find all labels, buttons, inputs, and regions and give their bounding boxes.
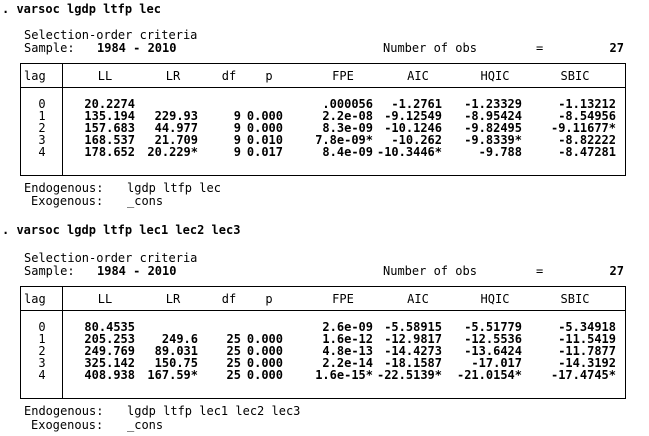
nobs-label-2: Number of obs xyxy=(383,264,477,278)
cell-p: 0.000 xyxy=(246,368,283,382)
cell-aic: -14.4273 xyxy=(384,344,442,358)
endog-value-1: lgdp ltfp lec xyxy=(127,181,221,195)
cell-df: 9 xyxy=(233,133,241,147)
cell-df: 25 xyxy=(226,332,241,346)
endog-label-2: Endogenous: xyxy=(24,404,104,418)
col-header-ll: LL xyxy=(97,69,113,83)
exog-value-1: _cons xyxy=(127,194,164,208)
col-header-ll: LL xyxy=(97,292,113,306)
cell-aic: -1.2761 xyxy=(391,97,442,111)
cell-lag: 1 xyxy=(38,109,46,123)
cell-hqic: -5.51779 xyxy=(464,320,522,334)
col-header-lag: lag xyxy=(24,292,46,306)
cell-lr: 249.6 xyxy=(161,332,198,346)
cell-fpe: 1.6e-15* xyxy=(315,368,373,382)
cell-hqic: -8.95424 xyxy=(464,109,522,123)
cell-sbic: -11.7877 xyxy=(558,344,616,358)
cell-p: 0.010 xyxy=(246,133,283,147)
cell-p: 0.000 xyxy=(246,121,283,135)
endog-label-1: Endogenous: xyxy=(24,181,104,195)
section-title-1: Selection-order criteria xyxy=(24,28,198,42)
header-rule-2 xyxy=(20,310,625,311)
nobs-equals-1: = xyxy=(536,41,544,55)
cell-ll: 205.253 xyxy=(84,332,135,346)
cell-lag: 4 xyxy=(38,368,46,382)
exog-value-2: _cons xyxy=(127,418,164,432)
cell-df: 25 xyxy=(226,344,241,358)
exog-label-2: Exogenous: xyxy=(31,418,104,432)
sample-value-1: 1984 - 2010 xyxy=(97,41,177,55)
cell-sbic: -5.34918 xyxy=(558,320,616,334)
cell-lag: 4 xyxy=(38,145,46,159)
col-header-hqic: HQIC xyxy=(480,292,510,306)
cell-lag: 0 xyxy=(38,97,46,111)
cell-p: 0.000 xyxy=(246,356,283,370)
cell-lr: 20.229* xyxy=(147,145,198,159)
cell-df: 9 xyxy=(233,109,241,123)
cell-df: 9 xyxy=(233,121,241,135)
col-header-aic: AIC xyxy=(407,69,429,83)
cell-fpe: 8.4e-09 xyxy=(322,145,373,159)
cell-lr: 150.75 xyxy=(154,356,198,370)
nobs-value-2: 27 xyxy=(609,264,624,278)
cell-hqic: -9.788 xyxy=(478,145,522,159)
sample-label-1: Sample: xyxy=(24,41,75,55)
cell-fpe: 2.6e-09 xyxy=(322,320,373,334)
cell-lag: 2 xyxy=(38,121,46,135)
cell-ll: 135.194 xyxy=(84,109,135,123)
cell-hqic: -9.82495 xyxy=(464,121,522,135)
cell-hqic: -9.8339* xyxy=(464,133,522,147)
cell-aic: -5.58915 xyxy=(384,320,442,334)
cell-sbic: -11.5419 xyxy=(558,332,616,346)
cell-sbic: -17.4745* xyxy=(550,368,616,382)
sample-value-2: 1984 - 2010 xyxy=(97,264,177,278)
cell-aic: -9.12549 xyxy=(384,109,442,123)
cell-hqic: -17.017 xyxy=(471,356,522,370)
col-header-sbic: SBIC xyxy=(560,69,590,83)
col-header-lr: LR xyxy=(165,69,181,83)
cell-df: 25 xyxy=(226,368,241,382)
cell-aic: -10.262 xyxy=(391,133,442,147)
cell-ll: 249.769 xyxy=(84,344,135,358)
cell-ll: 408.938 xyxy=(84,368,135,382)
cell-lag: 3 xyxy=(38,356,46,370)
cell-fpe: 1.6e-12 xyxy=(322,332,373,346)
nobs-equals-2: = xyxy=(536,264,544,278)
col-header-fpe: FPE xyxy=(332,69,354,83)
cell-lag: 0 xyxy=(38,320,46,334)
cell-ll: 20.2274 xyxy=(84,97,135,111)
cell-fpe: 4.8e-13 xyxy=(322,344,373,358)
col-header-p: p xyxy=(265,292,273,306)
cell-fpe: .000056 xyxy=(322,97,373,111)
cell-fpe: 2.2e-08 xyxy=(322,109,373,123)
command-line-1: . varsoc lgdp ltfp lec xyxy=(2,2,161,16)
header-rule-1 xyxy=(20,87,625,88)
cell-sbic: -8.82222 xyxy=(558,133,616,147)
col-header-df: df xyxy=(221,69,237,83)
col-header-df: df xyxy=(221,292,237,306)
col-header-aic: AIC xyxy=(407,292,429,306)
col-header-fpe: FPE xyxy=(332,292,354,306)
cell-hqic: -1.23329 xyxy=(464,97,522,111)
cell-p: 0.017 xyxy=(246,145,283,159)
cell-df: 25 xyxy=(226,356,241,370)
cell-hqic: -13.6424 xyxy=(464,344,522,358)
cell-hqic: -21.0154* xyxy=(456,368,522,382)
cell-aic: -18.1587 xyxy=(384,356,442,370)
cell-sbic: -9.11677* xyxy=(550,121,616,135)
cell-p: 0.000 xyxy=(246,344,283,358)
cell-aic: -22.5139* xyxy=(376,368,442,382)
cell-p: 0.000 xyxy=(246,109,283,123)
command-line-2: . varsoc lgdp ltfp lec1 lec2 lec3 xyxy=(2,223,241,237)
cell-lr: 229.93 xyxy=(154,109,198,123)
cell-ll: 168.537 xyxy=(84,133,135,147)
exog-label-1: Exogenous: xyxy=(31,194,104,208)
cell-fpe: 7.8e-09* xyxy=(315,133,373,147)
cell-lr: 167.59* xyxy=(147,368,198,382)
cell-fpe: 2.2e-14 xyxy=(322,356,373,370)
endog-value-2: lgdp ltfp lec1 lec2 lec3 xyxy=(127,404,301,418)
cell-lag: 3 xyxy=(38,133,46,147)
cell-aic: -10.3446* xyxy=(376,145,442,159)
cell-lag: 2 xyxy=(38,344,46,358)
cell-aic: -10.1246 xyxy=(384,121,442,135)
cell-fpe: 8.3e-09 xyxy=(322,121,373,135)
col-header-lr: LR xyxy=(165,292,181,306)
cell-hqic: -12.5536 xyxy=(464,332,522,346)
cell-sbic: -1.13212 xyxy=(558,97,616,111)
cell-lr: 44.977 xyxy=(154,121,198,135)
cell-ll: 178.652 xyxy=(84,145,135,159)
cell-lag: 1 xyxy=(38,332,46,346)
section-title-2: Selection-order criteria xyxy=(24,251,198,265)
sample-label-2: Sample: xyxy=(24,264,75,278)
col-header-lag: lag xyxy=(24,69,46,83)
cell-ll: 157.683 xyxy=(84,121,135,135)
cell-lr: 21.709 xyxy=(154,133,198,147)
cell-df: 9 xyxy=(233,145,241,159)
cell-lr: 89.031 xyxy=(154,344,198,358)
cell-ll: 80.4535 xyxy=(84,320,135,334)
nobs-label-1: Number of obs xyxy=(383,41,477,55)
cell-sbic: -14.3192 xyxy=(558,356,616,370)
nobs-value-1: 27 xyxy=(609,41,624,55)
col-header-p: p xyxy=(265,69,273,83)
cell-ll: 325.142 xyxy=(84,356,135,370)
cell-sbic: -8.54956 xyxy=(558,109,616,123)
cell-sbic: -8.47281 xyxy=(558,145,616,159)
col-header-hqic: HQIC xyxy=(480,69,510,83)
cell-p: 0.000 xyxy=(246,332,283,346)
col-header-sbic: SBIC xyxy=(560,292,590,306)
cell-aic: -12.9817 xyxy=(384,332,442,346)
